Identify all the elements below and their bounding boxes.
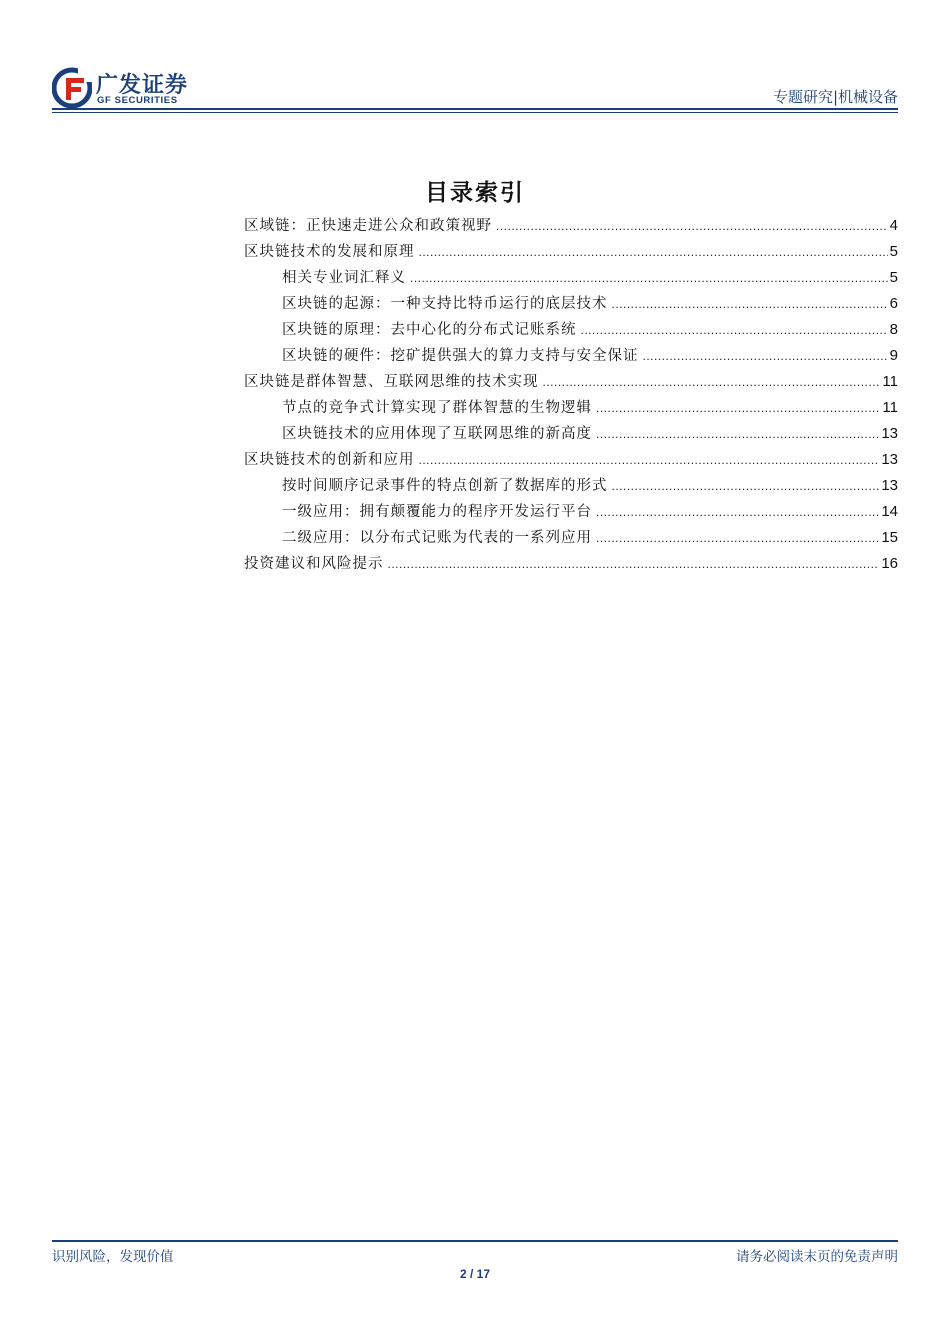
toc-entry-page: 8 bbox=[889, 321, 898, 338]
toc-entry[interactable] bbox=[244, 448, 898, 474]
toc-leader-dots bbox=[581, 323, 888, 337]
toc-entry-title: 一级应用：拥有颠覆能力的程序开发运行平台 bbox=[282, 504, 592, 520]
toc-entry[interactable] bbox=[244, 552, 898, 578]
footer-slogan: 识别风险，发现价值 bbox=[52, 1249, 174, 1265]
toc-entry-title: 区块链技术的发展和原理 bbox=[244, 244, 415, 260]
toc-entry[interactable] bbox=[244, 370, 898, 396]
toc-entry-title: 区块链的原理：去中心化的分布式记账系统 bbox=[282, 322, 577, 338]
toc-entry-title: 投资建议和风险提示 bbox=[244, 556, 384, 572]
toc-entry[interactable] bbox=[244, 240, 898, 266]
table-of-contents bbox=[244, 214, 898, 578]
toc-leader-dots bbox=[543, 375, 881, 389]
report-category: 专题研究|机械设备 bbox=[772, 88, 898, 106]
toc-entry-title: 区域链：正快速走进公众和政策视野 bbox=[244, 218, 492, 234]
toc-leader-dots bbox=[612, 479, 880, 493]
toc-entry-page: 9 bbox=[889, 347, 898, 364]
logo-english-name: GF SECURITIES bbox=[97, 95, 178, 106]
toc-leader-dots bbox=[419, 453, 880, 467]
footer-divider bbox=[52, 1240, 898, 1242]
toc-leader-dots bbox=[596, 427, 879, 441]
toc-leader-dots bbox=[496, 219, 888, 233]
toc-entry-page: 15 bbox=[881, 529, 898, 546]
company-logo bbox=[52, 66, 222, 110]
toc-leader-dots bbox=[612, 297, 888, 311]
toc-leader-dots bbox=[596, 401, 880, 415]
toc-entry-page: 6 bbox=[889, 295, 898, 312]
toc-entry-title: 二级应用：以分布式记账为代表的一系列应用 bbox=[282, 530, 592, 546]
toc-entry-page: 13 bbox=[881, 477, 898, 494]
logo-chinese-name: 广发证券 bbox=[96, 73, 189, 98]
toc-entry-title: 按时间顺序记录事件的特点创新了数据库的形式 bbox=[282, 478, 608, 494]
toc-entry-page: 5 bbox=[889, 243, 898, 260]
toc-leader-dots bbox=[596, 531, 879, 545]
toc-entry[interactable] bbox=[244, 318, 898, 344]
toc-entry-title: 区块链的硬件：挖矿提供强大的算力支持与安全保证 bbox=[282, 348, 639, 364]
toc-entry[interactable] bbox=[244, 344, 898, 370]
toc-leader-dots bbox=[388, 557, 880, 571]
footer-disclaimer-note: 请务必阅读末页的免责声明 bbox=[736, 1249, 898, 1265]
header-divider bbox=[52, 108, 898, 110]
toc-entry-title: 区块链是群体智慧、互联网思维的技术实现 bbox=[244, 374, 539, 390]
header-divider-thin bbox=[52, 112, 898, 113]
toc-entry[interactable] bbox=[244, 292, 898, 318]
toc-leader-dots bbox=[596, 505, 879, 519]
toc-leader-dots bbox=[419, 245, 888, 259]
toc-entry[interactable] bbox=[244, 526, 898, 552]
gf-logo-icon bbox=[52, 66, 92, 110]
toc-entry[interactable] bbox=[244, 396, 898, 422]
toc-entry-page: 11 bbox=[882, 373, 898, 390]
toc-entry-page: 16 bbox=[881, 555, 898, 572]
toc-entry-title: 相关专业词汇释义 bbox=[282, 270, 406, 286]
toc-entry-title: 区块链的起源：一种支持比特币运行的底层技术 bbox=[282, 296, 608, 312]
toc-entry-title: 节点的竞争式计算实现了群体智慧的生物逻辑 bbox=[282, 400, 592, 416]
toc-entry-page: 14 bbox=[881, 503, 898, 520]
toc-entry-page: 5 bbox=[889, 269, 898, 286]
toc-entry-title: 区块链技术的应用体现了互联网思维的新高度 bbox=[282, 426, 592, 442]
toc-leader-dots bbox=[410, 271, 888, 285]
toc-entry-title: 区块链技术的创新和应用 bbox=[244, 452, 415, 468]
toc-entry[interactable] bbox=[244, 266, 898, 292]
toc-entry[interactable] bbox=[244, 500, 898, 526]
page-indicator: 2 / 17 bbox=[459, 1267, 491, 1281]
toc-entry[interactable] bbox=[244, 214, 898, 240]
toc-entry-page: 13 bbox=[881, 425, 898, 442]
toc-entry-page: 11 bbox=[882, 399, 898, 416]
toc-leader-dots bbox=[643, 349, 888, 363]
toc-entry[interactable] bbox=[244, 474, 898, 500]
toc-entry-page: 13 bbox=[881, 451, 898, 468]
toc-entry-page: 4 bbox=[889, 217, 898, 234]
toc-title: 目录索引 bbox=[425, 179, 525, 206]
toc-entry[interactable] bbox=[244, 422, 898, 448]
